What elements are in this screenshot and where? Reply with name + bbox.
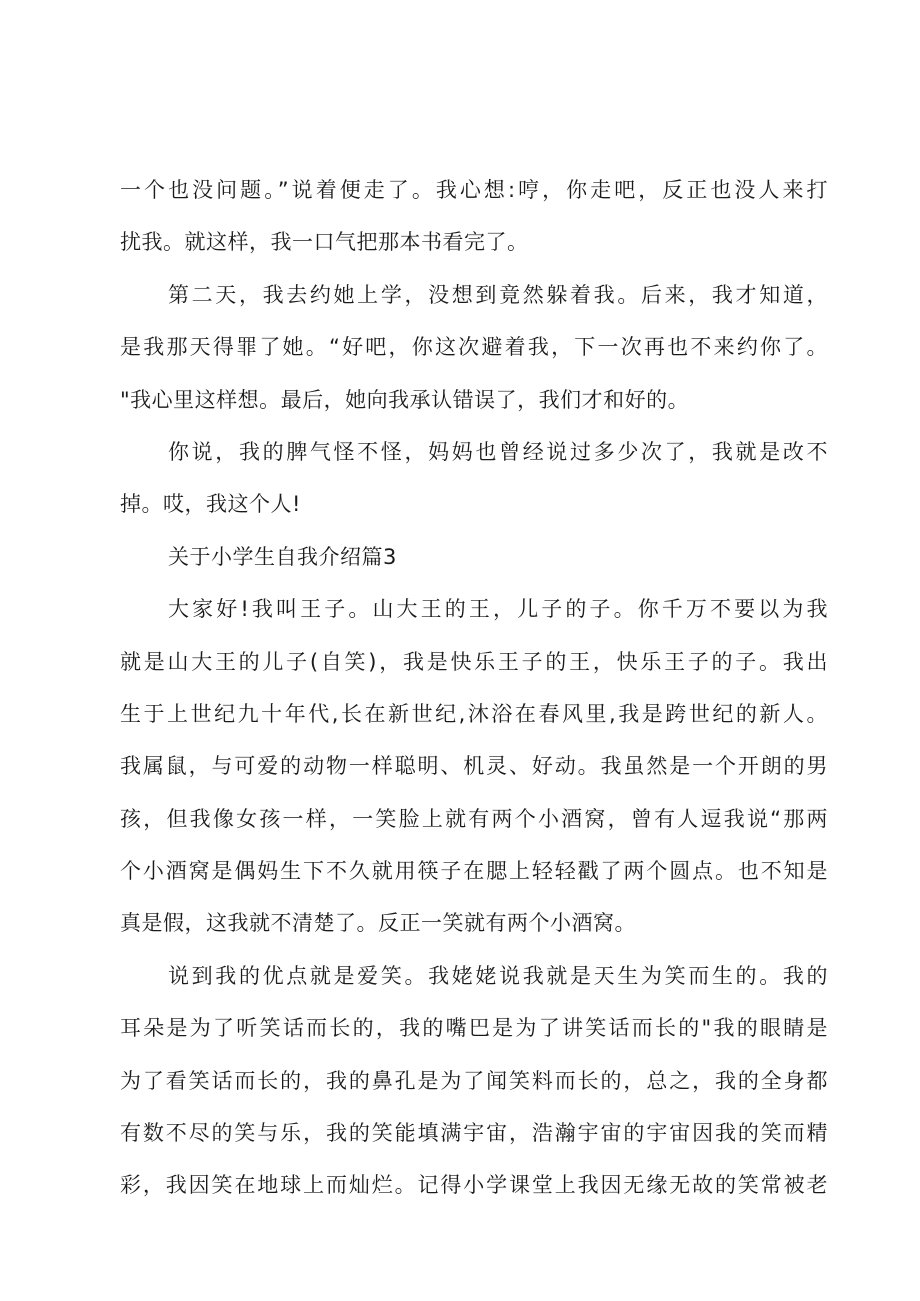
- heading-text: 关于小学生自我介绍篇3: [168, 544, 397, 569]
- text-line: 是我那天得罪了她。“好吧，你这次避着我，下一次再也不来约你了。: [120, 335, 828, 360]
- text-line: 你说，我的脾气怪不怪，妈妈也曾经说过多少次了，我就是改不: [168, 439, 828, 464]
- text-line: 有数不尽的笑与乐，我的笑能填满宇宙，浩瀚宇宙的宇宙因我的笑而精: [120, 1121, 828, 1146]
- text-line: 就是山大王的儿子(自笑)，我是快乐王子的王，快乐王子的子。我出: [120, 649, 828, 674]
- section-heading: [120, 531, 828, 583]
- paragraph-5: [120, 950, 828, 1212]
- text-line: 掉。哎，我这个人!: [120, 492, 301, 517]
- text-line: 第二天，我去约她上学，没想到竟然躲着我。后来，我才知道，: [168, 282, 828, 307]
- text-line: 我属鼠，与可爱的动物一样聪明、机灵、好动。我虽然是一个开朗的男: [120, 754, 828, 779]
- text-line: 扰我。就这样，我一口气把那本书看完了。: [120, 230, 529, 255]
- paragraph-2: [120, 269, 828, 426]
- paragraph-1: [120, 164, 828, 269]
- text-line: "我心里这样想。最后，她向我承认错误了，我们才和好的。: [120, 387, 690, 412]
- text-line: 一个也没问题。”说着便走了。我心想:哼，你走吧，反正也没人来打: [120, 178, 828, 202]
- text-line: 彩，我因笑在地球上而灿烂。记得小学课堂上我因无缘无故的笑常被老: [120, 1173, 828, 1198]
- text-line: 大家好!我叫王子。山大王的王，儿子的子。你千万不要以为我: [168, 597, 828, 622]
- text-line: 孩，但我像女孩一样，一笑脸上就有两个小酒窝，曾有人逗我说“那两: [120, 806, 828, 831]
- text-line: 生于上世纪九十年代,长在新世纪,沐浴在春风里,我是跨世纪的新人。: [120, 701, 828, 726]
- text-line: 耳朵是为了听笑话而长的，我的嘴巴是为了讲笑话而长的"我的眼睛是: [120, 1016, 828, 1041]
- document-body: [120, 164, 828, 1212]
- paragraph-4: [120, 583, 828, 950]
- text-line: 真是假，这我就不清楚了。反正一笑就有两个小酒窝。: [120, 911, 636, 936]
- text-line: 为了看笑话而长的，我的鼻孔是为了闻笑料而长的，总之，我的全身都: [120, 1068, 828, 1093]
- text-line: 个小酒窝是偶妈生下不久就用筷子在腮上轻轻戳了两个圆点。也不知是: [120, 859, 828, 884]
- paragraph-3: [120, 426, 828, 531]
- text-line: 说到我的优点就是爱笑。我姥姥说我就是天生为笑而生的。我的: [168, 963, 828, 988]
